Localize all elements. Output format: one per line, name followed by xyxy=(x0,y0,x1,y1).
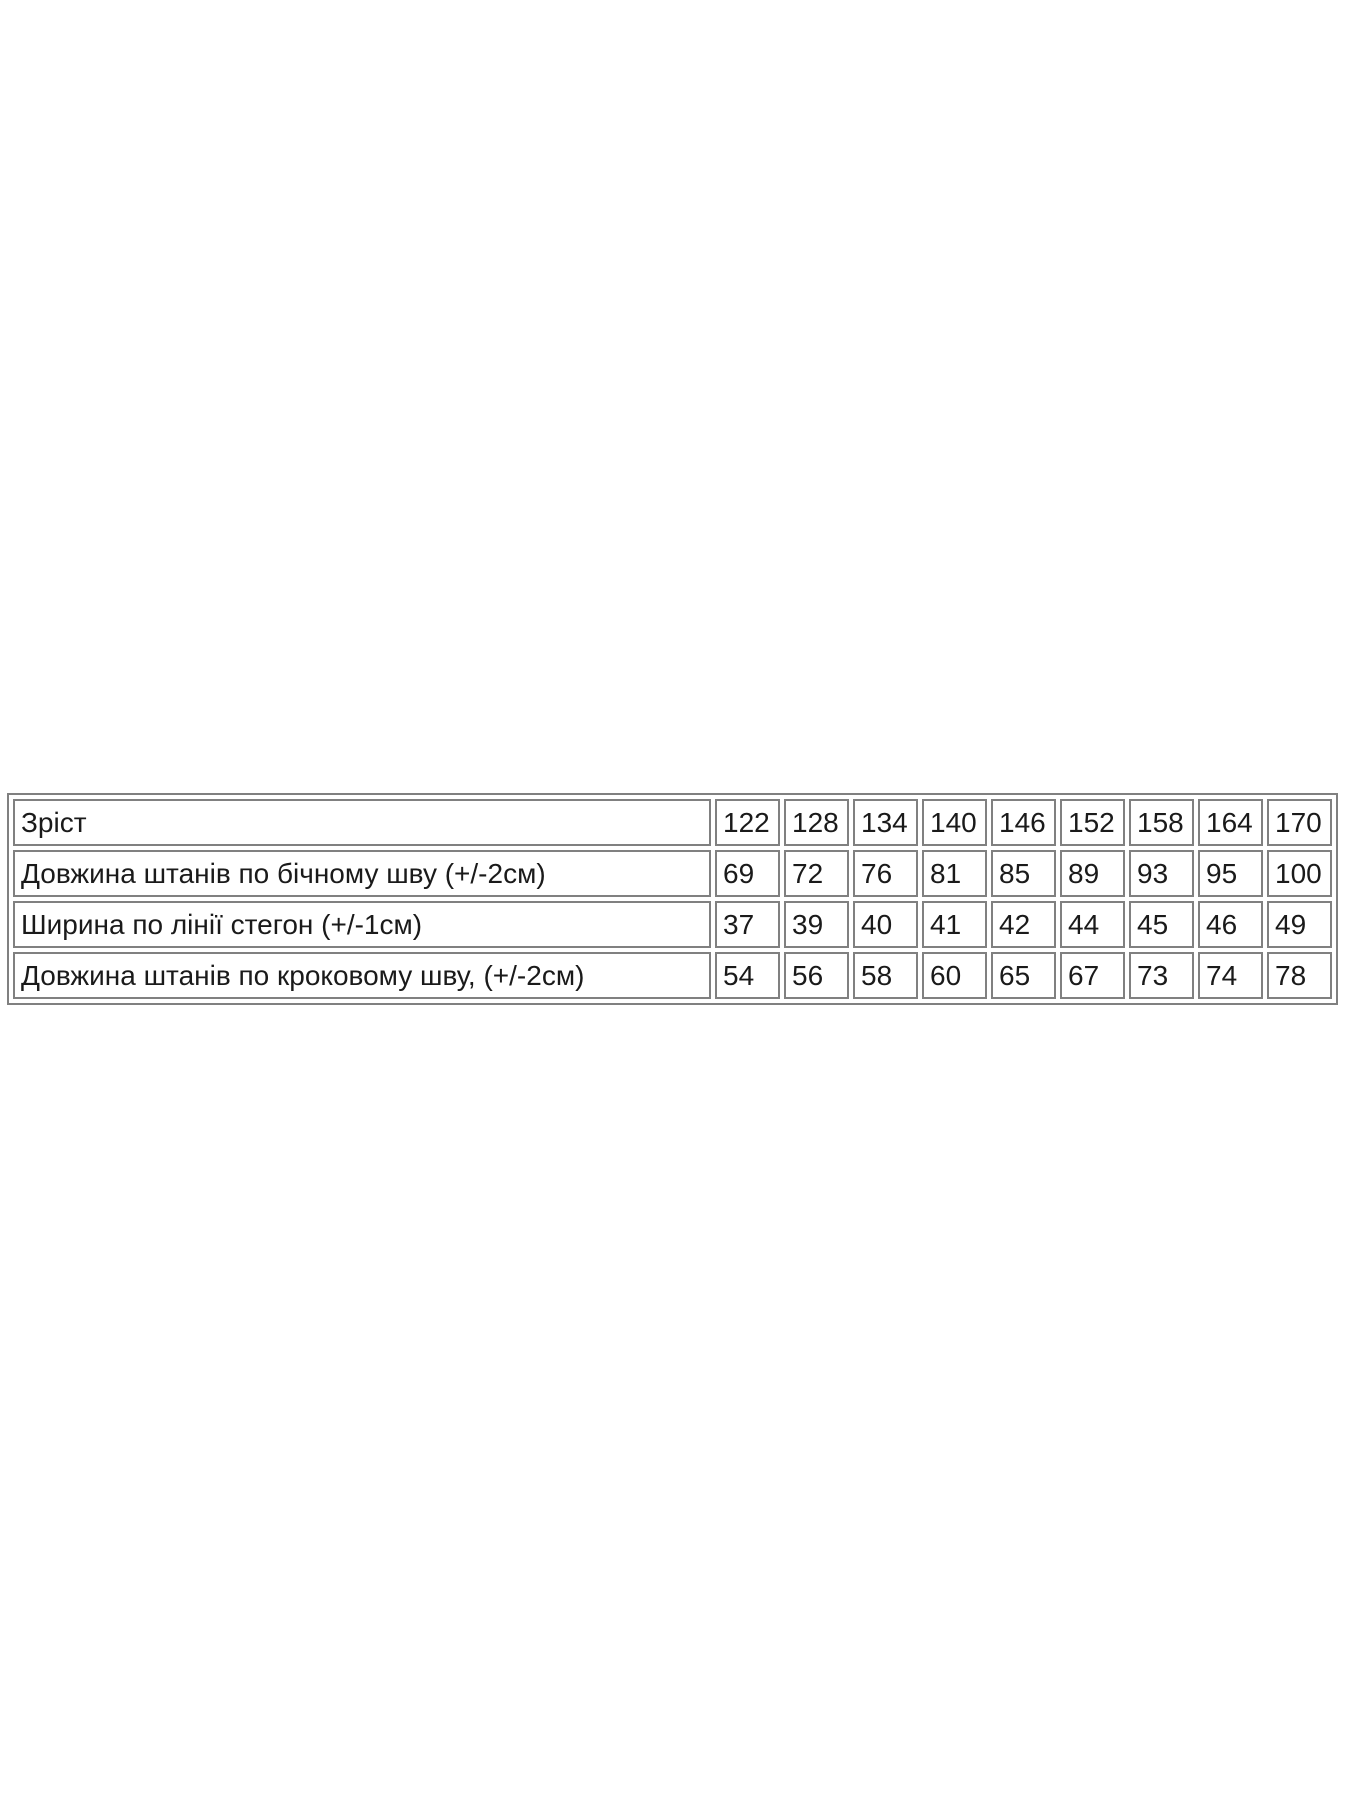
row-label-inseam-length: Довжина штанів по кроковому шву, (+/-2см) xyxy=(13,952,711,999)
value-cell: 89 xyxy=(1060,850,1125,897)
size-header-cell: 170 xyxy=(1267,799,1332,846)
value-cell: 74 xyxy=(1198,952,1263,999)
size-header-cell: 146 xyxy=(991,799,1056,846)
value-cell: 69 xyxy=(715,850,780,897)
value-cell: 95 xyxy=(1198,850,1263,897)
size-table xyxy=(7,793,1338,1005)
value-cell: 49 xyxy=(1267,901,1332,948)
value-cell: 78 xyxy=(1267,952,1332,999)
table-row-hip-width xyxy=(13,901,1332,948)
value-cell: 73 xyxy=(1129,952,1194,999)
value-cell: 93 xyxy=(1129,850,1194,897)
row-label-side-seam-length: Довжина штанів по бічному шву (+/-2см) xyxy=(13,850,711,897)
value-cell: 85 xyxy=(991,850,1056,897)
value-cell: 60 xyxy=(922,952,987,999)
value-cell: 42 xyxy=(991,901,1056,948)
table-row-side-seam-length xyxy=(13,850,1332,897)
row-label-height: Зріст xyxy=(13,799,711,846)
value-cell: 72 xyxy=(784,850,849,897)
size-header-cell: 140 xyxy=(922,799,987,846)
row-label-hip-width: Ширина по лінії стегон (+/-1см) xyxy=(13,901,711,948)
size-header-cell: 164 xyxy=(1198,799,1263,846)
value-cell: 46 xyxy=(1198,901,1263,948)
value-cell: 56 xyxy=(784,952,849,999)
value-cell: 40 xyxy=(853,901,918,948)
table-row-inseam-length xyxy=(13,952,1332,999)
value-cell: 100 xyxy=(1267,850,1332,897)
value-cell: 58 xyxy=(853,952,918,999)
size-header-cell: 134 xyxy=(853,799,918,846)
value-cell: 76 xyxy=(853,850,918,897)
value-cell: 67 xyxy=(1060,952,1125,999)
table-row-height xyxy=(13,799,1332,846)
value-cell: 41 xyxy=(922,901,987,948)
size-header-cell: 158 xyxy=(1129,799,1194,846)
value-cell: 44 xyxy=(1060,901,1125,948)
size-header-cell: 128 xyxy=(784,799,849,846)
value-cell: 37 xyxy=(715,901,780,948)
value-cell: 45 xyxy=(1129,901,1194,948)
value-cell: 54 xyxy=(715,952,780,999)
size-header-cell: 152 xyxy=(1060,799,1125,846)
size-header-cell: 122 xyxy=(715,799,780,846)
value-cell: 39 xyxy=(784,901,849,948)
value-cell: 81 xyxy=(922,850,987,897)
value-cell: 65 xyxy=(991,952,1056,999)
